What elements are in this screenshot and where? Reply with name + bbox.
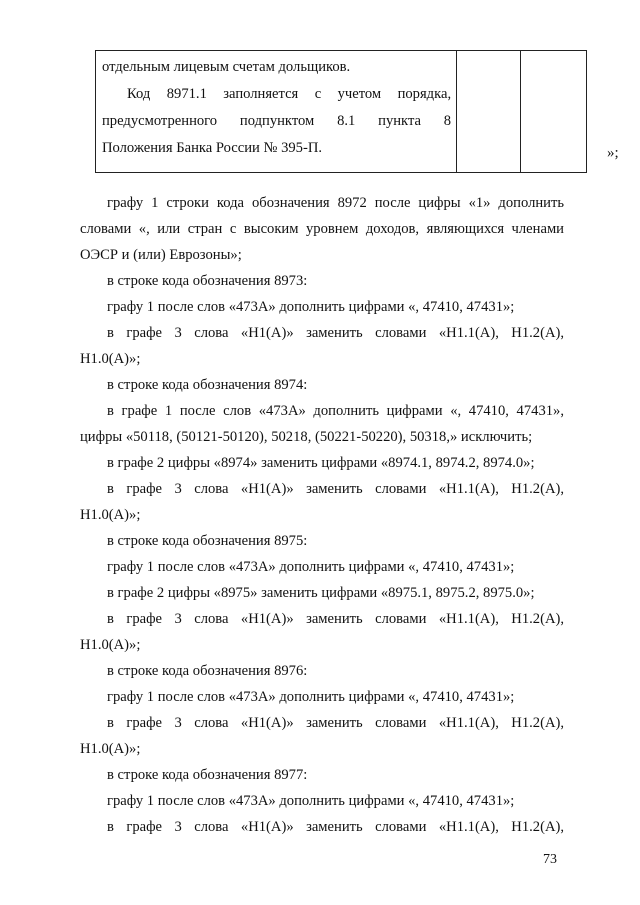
text-line: графу 1 строки кода обозначения 8972 после цифры «1» дополнить	[107, 195, 564, 211]
text-line: Н1.0(А)»;	[80, 507, 141, 523]
text-line: ОЭСР и (или) Еврозоны»;	[80, 247, 242, 263]
closing-quote-mark: »;	[607, 145, 619, 161]
text-line: цифры «50118, (50121-50120), 50218, (50221-50220), 50318,» исключить;	[80, 429, 533, 445]
text-line: графу 1 после слов «473А» дополнить цифрами «, 47410, 47431»;	[107, 299, 515, 315]
table-cell-empty	[520, 51, 586, 173]
text-line: в графе 3 слова «Н1(А)» заменить словами «Н1.1(А), Н1.2(А),	[107, 611, 564, 627]
text-line: в графе 2 цифры «8974» заменить цифрами «8974.1, 8974.2, 8974.0»;	[107, 455, 535, 471]
table-cell-line: отдельным лицевым счетам дольщиков.	[102, 59, 351, 75]
text-line: в графе 3 слова «Н1(А)» заменить словами «Н1.1(А), Н1.2(А),	[107, 481, 564, 497]
text-line: словами «, или стран с высоким уровнем доходов, являющихся членами	[80, 221, 564, 237]
table-cell-description	[96, 51, 457, 173]
text-line: в строке кода обозначения 8977:	[107, 767, 308, 783]
table-cell-empty	[457, 51, 520, 173]
table-cell-line: Положения Банка России № 395-П.	[102, 140, 323, 156]
text-line: графу 1 после слов «473А» дополнить цифрами «, 47410, 47431»;	[107, 793, 515, 809]
table-cell-line: предусмотренного подпунктом 8.1 пункта 8	[102, 113, 452, 129]
table-row	[96, 51, 587, 173]
text-line: Н1.0(А)»;	[80, 741, 141, 757]
text-line: в графе 1 после слов «473А» дополнить цифрами «, 47410, 47431»,	[107, 403, 564, 419]
text-line: в графе 3 слова «Н1(А)» заменить словами «Н1.1(А), Н1.2(А),	[107, 819, 564, 835]
text-line: в графе 2 цифры «8975» заменить цифрами «8975.1, 8975.2, 8975.0»;	[107, 585, 535, 601]
text-line: в строке кода обозначения 8975:	[107, 533, 308, 549]
text-line: в строке кода обозначения 8976:	[107, 663, 308, 679]
table-fragment	[95, 50, 587, 173]
page-number: 73	[543, 852, 557, 867]
text-line: в графе 3 слова «Н1(А)» заменить словами «Н1.1(А), Н1.2(А),	[107, 325, 564, 341]
text-line: в графе 3 слова «Н1(А)» заменить словами «Н1.1(А), Н1.2(А),	[107, 715, 564, 731]
table-cell-line: Код 8971.1 заполняется с учетом порядка,	[127, 86, 452, 102]
text-line: Н1.0(А)»;	[80, 351, 141, 367]
text-line: Н1.0(А)»;	[80, 637, 141, 653]
table-cell-text	[96, 51, 456, 162]
text-line: графу 1 после слов «473А» дополнить цифрами «, 47410, 47431»;	[107, 689, 515, 705]
text-line: графу 1 после слов «473А» дополнить цифрами «, 47410, 47431»;	[107, 559, 515, 575]
text-line: в строке кода обозначения 8974:	[107, 377, 308, 393]
text-line: в строке кода обозначения 8973:	[107, 273, 308, 289]
